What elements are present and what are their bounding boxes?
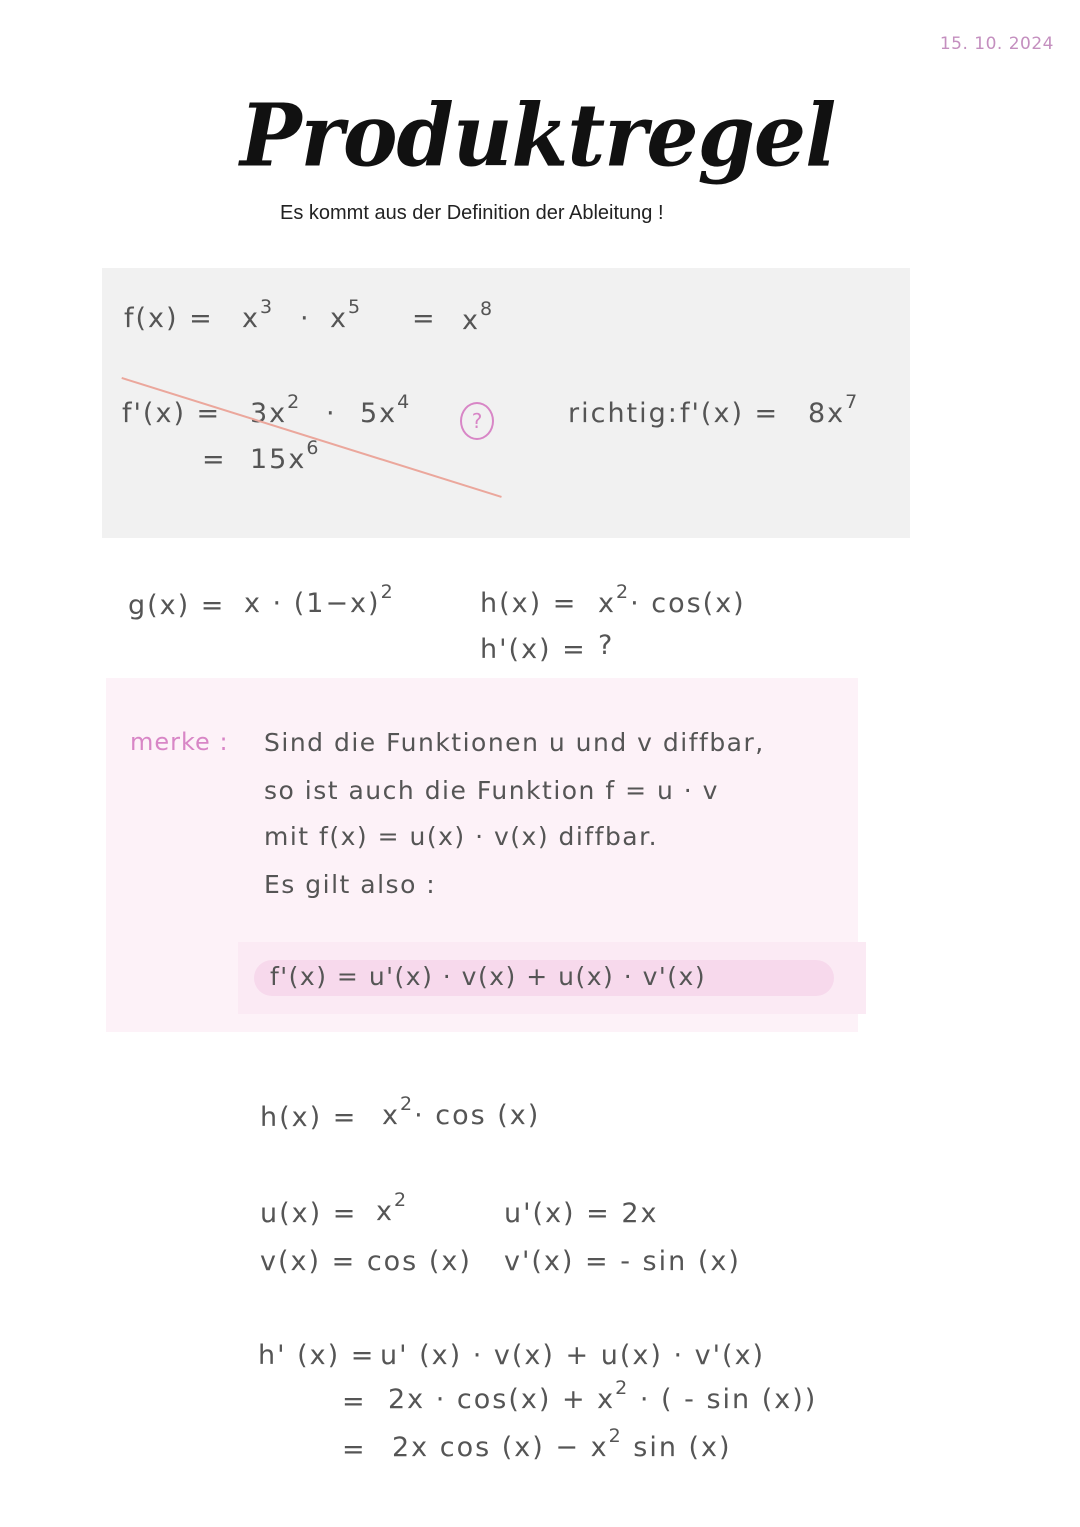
hprime-line-3-part1: 2x cos (x) − x <box>392 1432 609 1463</box>
f-result-exp: 8 <box>479 298 495 320</box>
merke-line-2: so ist auch die Funktion f = u · v <box>264 776 719 805</box>
question-circle-icon: ? <box>460 402 494 440</box>
f-result-base: x <box>462 305 480 336</box>
u-term <box>376 1189 409 1227</box>
wrong-equals: = <box>202 444 227 475</box>
hprime-line-3-exp: 2 <box>608 1425 623 1447</box>
hprime-question-value: ? <box>598 630 615 661</box>
wrong-term1-base: 3x <box>250 398 288 429</box>
page-title: Produktregel <box>240 85 836 187</box>
hprime-line-2-exp: 2 <box>615 1377 630 1399</box>
f-term1 <box>242 296 275 334</box>
h-term <box>598 581 746 619</box>
worked-h-label: h(x) = <box>260 1102 358 1133</box>
worked-h-base: x <box>382 1100 400 1131</box>
correct-result-base: 8x <box>808 398 846 429</box>
hprime-eq-3: = <box>342 1434 367 1465</box>
page-subtitle: Es kommt aus der Definition der Ableitung ! <box>280 202 664 224</box>
u-base: x <box>376 1196 394 1227</box>
g-term-exp: 2 <box>380 581 395 603</box>
h-term-rest: · cos(x) <box>630 588 746 619</box>
merke-line-1: Sind die Funktionen u und v diffbar, <box>264 728 765 757</box>
wrong-term2 <box>360 391 412 429</box>
h-term-exp: 2 <box>615 581 631 603</box>
vprime-line: v'(x) = - sin (x) <box>504 1246 741 1277</box>
hprime-line-3-part2: sin (x) <box>622 1432 732 1463</box>
g-term-text: x · (1−x) <box>244 588 381 619</box>
wrong-result-exp: 6 <box>306 437 321 459</box>
merke-line-3: mit f(x) = u(x) · v(x) diffbar. <box>264 822 659 851</box>
u-label: u(x) = <box>260 1198 358 1229</box>
wrong-dot: · <box>326 398 337 429</box>
g-label: g(x) = <box>128 590 226 621</box>
hprime-line-3 <box>392 1425 732 1463</box>
example-f-panel <box>102 268 910 538</box>
hprime-line-2 <box>388 1377 818 1415</box>
correct-fprime-label: f'(x) = <box>680 398 780 429</box>
wrong-term2-base: 5x <box>360 398 398 429</box>
date-label: 15. 10. 2024 <box>939 34 1054 54</box>
correct-result-exp: 7 <box>845 391 860 413</box>
hprime-line-2-part1: 2x · cos(x) + x <box>388 1384 616 1415</box>
wrong-term1-exp: 2 <box>287 391 302 413</box>
f-term1-base: x <box>242 303 260 334</box>
f-label: f(x) = <box>124 303 214 334</box>
merke-line-4: Es gilt also : <box>264 870 437 899</box>
correct-label: richtig: <box>568 398 679 429</box>
worked-h-rest: · cos (x) <box>414 1100 541 1131</box>
hprime-label: h' (x) = <box>258 1340 376 1371</box>
f-term2-base: x <box>330 303 348 334</box>
f-term2 <box>330 296 363 334</box>
wrong-result-base: 15x <box>250 444 307 475</box>
v-line: v(x) = cos (x) <box>260 1246 472 1277</box>
h-term-base: x <box>598 588 616 619</box>
f-term2-exp: 5 <box>347 296 363 318</box>
correct-result <box>808 391 860 429</box>
merke-label: merke : <box>130 728 229 756</box>
f-equals: = <box>412 303 437 334</box>
worked-h-exp: 2 <box>399 1093 415 1115</box>
hprime-question-label: h'(x) = <box>480 634 587 665</box>
wrong-term2-exp: 4 <box>397 391 412 413</box>
wrong-result <box>250 437 321 475</box>
h-label: h(x) = <box>480 588 578 619</box>
uprime-line: u'(x) = 2x <box>504 1198 659 1229</box>
product-rule-formula: f'(x) = u'(x) · v(x) + u(x) · v'(x) <box>270 962 707 991</box>
g-term <box>244 581 395 619</box>
fprime-label: f'(x) = <box>122 398 222 429</box>
f-result <box>462 298 495 336</box>
f-term1-exp: 3 <box>259 296 275 318</box>
f-dot: · <box>300 303 311 334</box>
hprime-line-2-part2: · ( - sin (x)) <box>629 1384 818 1415</box>
worked-h-term <box>382 1093 541 1131</box>
hprime-line-1: u' (x) · v(x) + u(x) · v'(x) <box>380 1340 766 1371</box>
u-exp: 2 <box>393 1189 409 1211</box>
hprime-eq-2: = <box>342 1386 367 1417</box>
